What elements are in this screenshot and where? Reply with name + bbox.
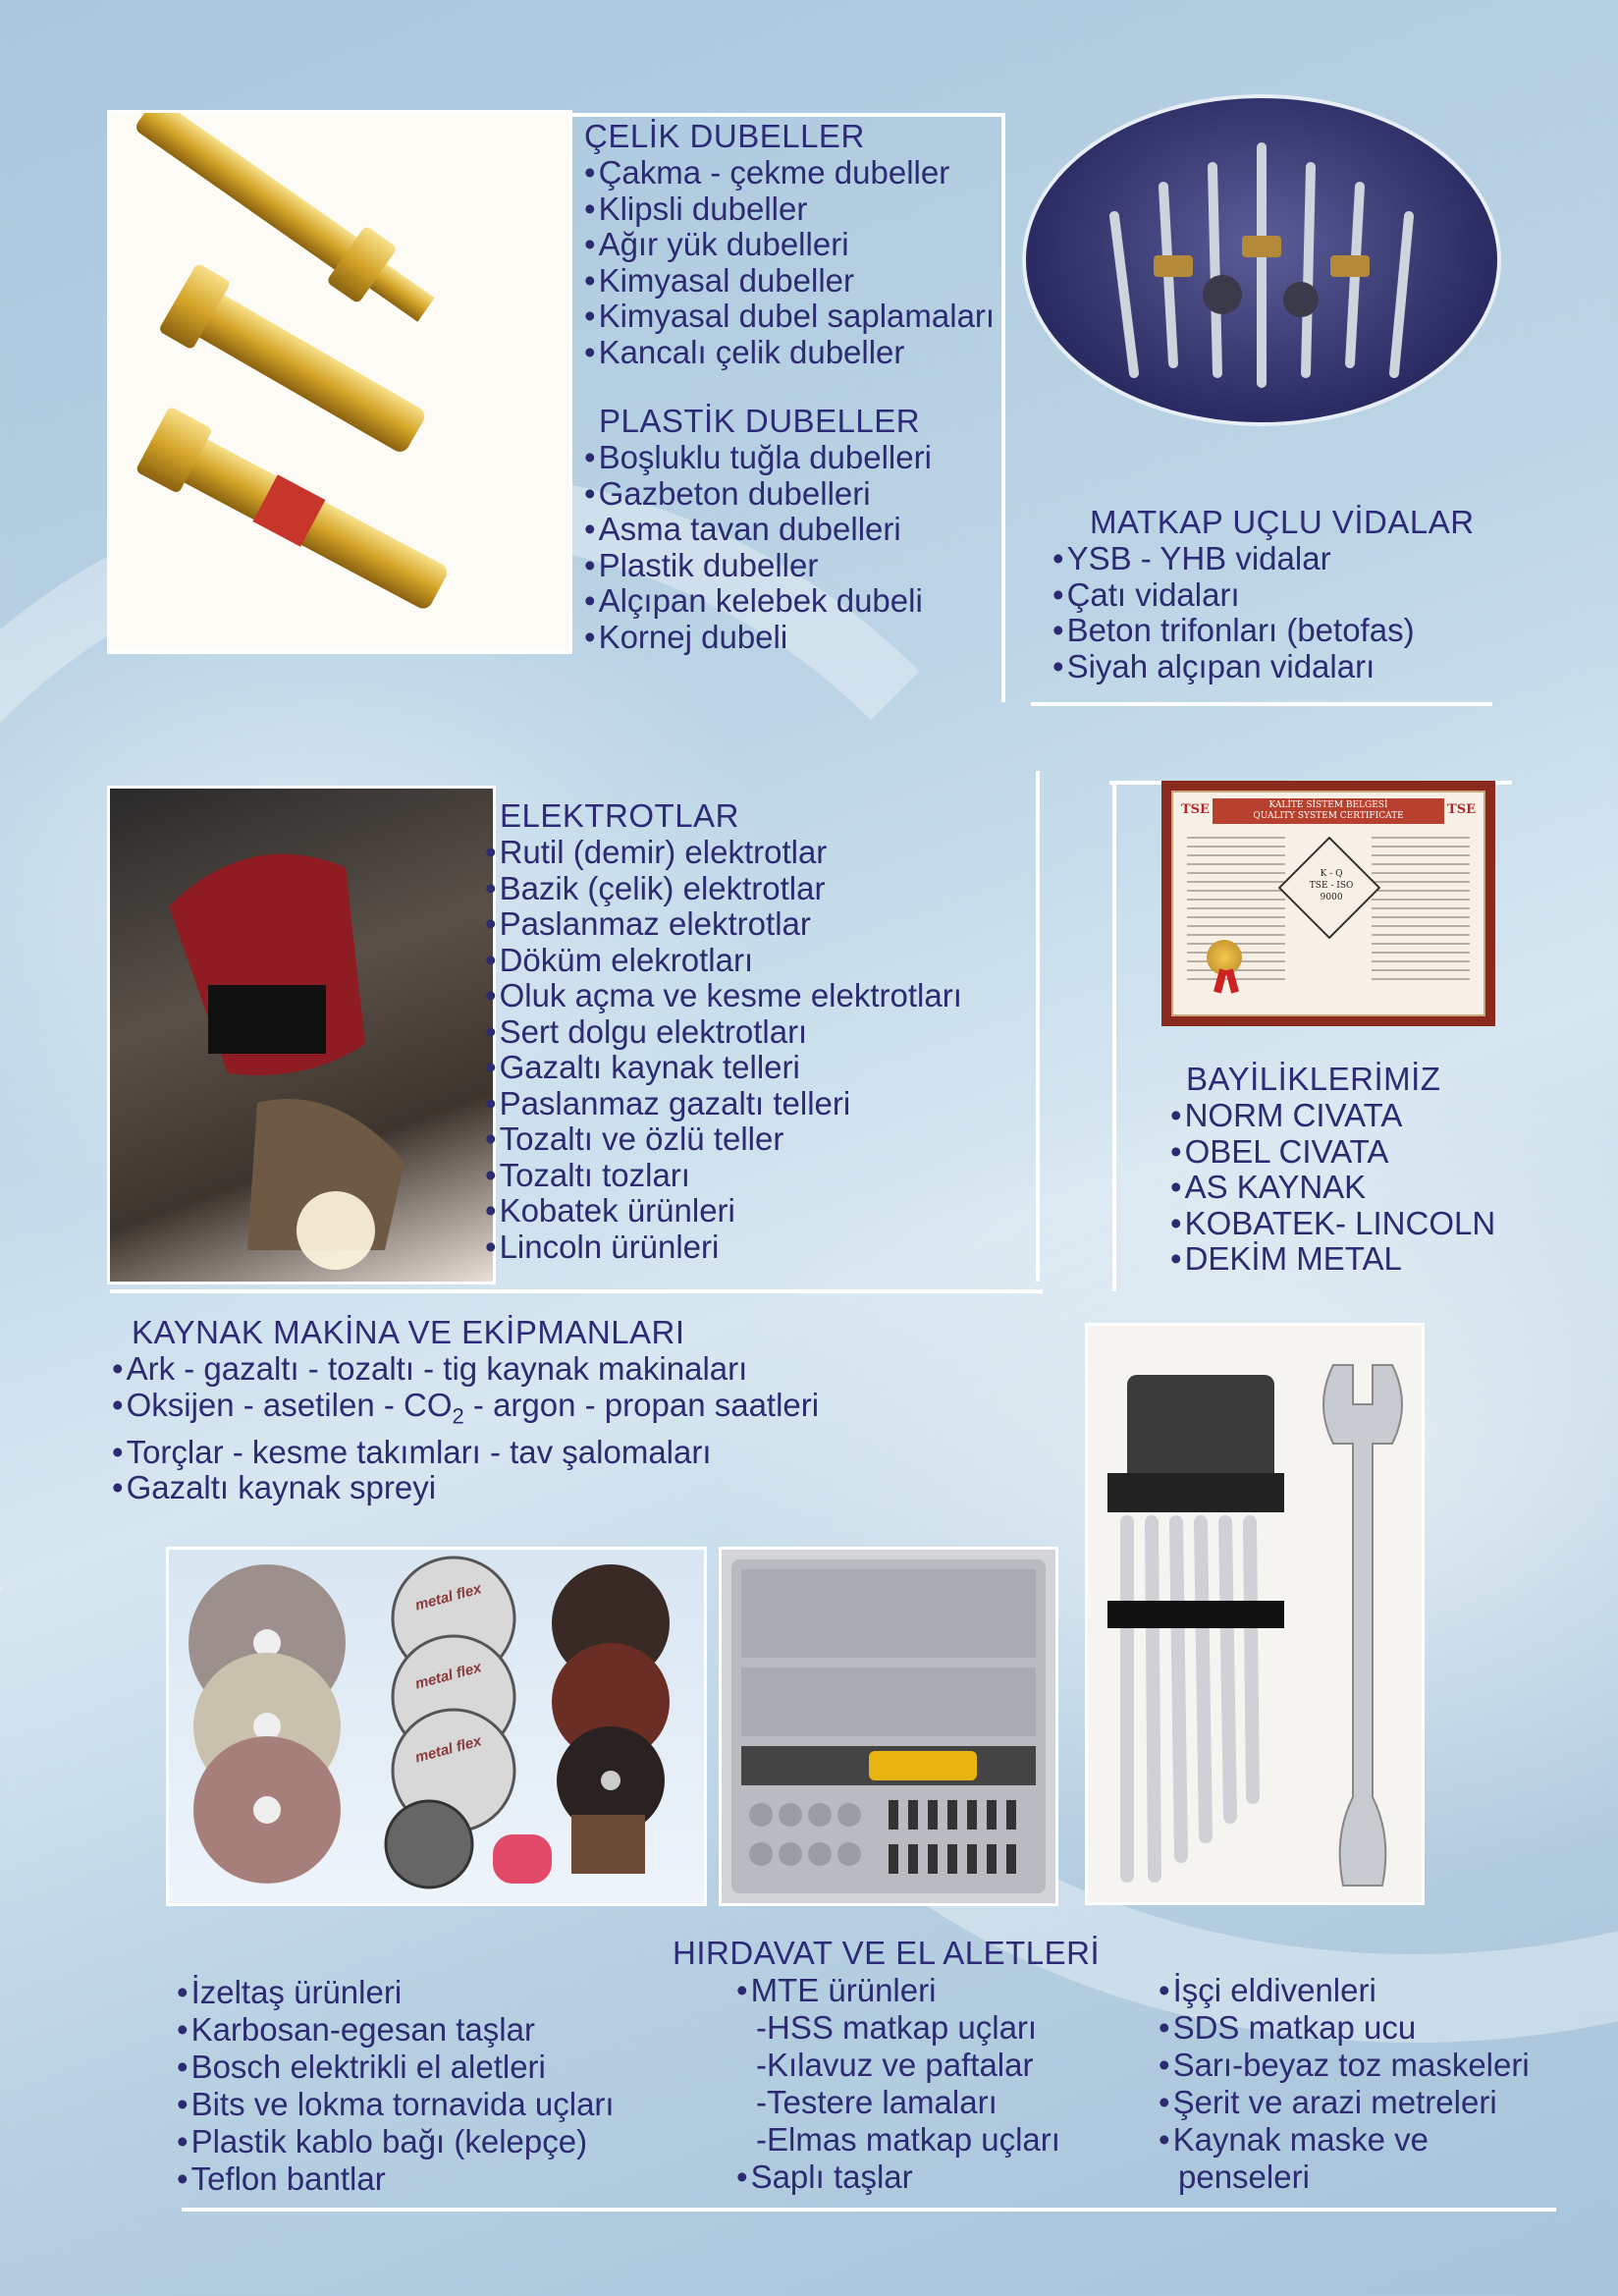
list-item: • Plastik dubeller [584,548,932,584]
divider-line [110,1289,1043,1293]
list-item: • Boşluklu tuğla dubelleri [584,440,932,476]
tse-logo-right: TSE [1447,802,1476,817]
section-title: ÇELİK DUBELLER [584,118,865,154]
section-title: ELEKTROTLAR [500,797,739,834]
iso-badge: K - Q TSE - ISO 9000 [1278,837,1381,940]
celik-dubeller-list [584,155,995,370]
divider-line [560,113,1001,117]
list-subitem: -Testere lamaları [756,2084,998,2120]
elektrotlar-section [485,797,962,1265]
disc-label: metal flex [412,1732,484,1767]
list-item: • SDS matkap ucu [1159,2009,1530,2047]
list-item: • Klipsli dubeller [584,191,995,228]
list-item: • Gazaltı kaynak spreyi [112,1470,819,1506]
wrenches-photo [1088,1326,1422,1902]
list-item: • Çatı vidaları [1052,577,1475,614]
list-item: • Şerit ve arazi metreleri [1159,2084,1530,2121]
list-item: • Gazbeton dubelleri [584,476,932,513]
disc-label: metal flex [412,1580,484,1614]
list-item: • Döküm elekrotları [485,943,962,979]
screws-photo [1026,98,1497,422]
list-item: • YSB - YHB vidalar [1052,541,1475,577]
list-item: • Kornej dubeli [584,620,932,656]
list-item: • OBEL CIVATA [1170,1134,1495,1171]
list-item: • Beton trifonları (betofas) [1052,613,1475,649]
kaynak-makina-list [112,1351,819,1506]
list-item: • İzeltaş ürünleri [177,1974,615,2011]
list-item: • Saplı taşlar [736,2159,1060,2196]
list-item: • Plastik kablo bağı (kelepçe) [177,2123,615,2160]
matkap-uclu-vidalar-list [1052,541,1475,684]
list-item: • Kimyasal dubeller [584,263,995,300]
list-item: • Gazaltı kaynak telleri [485,1050,962,1086]
list-item: • İşçi eldivenleri [1159,1972,1530,2009]
list-item: • Tozaltı ve özlü teller [485,1121,962,1158]
tse-logo-left: TSE [1181,802,1210,817]
list-item: • Kobatek ürünleri [485,1193,962,1230]
list-item: • Teflon bantlar [177,2160,615,2198]
section-title: PLASTİK DUBELLER [599,403,921,439]
abrasive-discs-photo [169,1550,704,1903]
section-title: BAYİLİKLERİMİZ [1186,1061,1441,1097]
kaynak-makina-section [112,1314,819,1506]
list-item: • Ağır yük dubelleri [584,227,995,263]
divider-line [1001,113,1005,702]
list-item: • Ark - gazaltı - tozaltı - tig kaynak makinaları [112,1351,819,1388]
list-subitem: -Kılavuz ve paftalar [756,2047,1034,2083]
list-item: • Kimyasal dubel saplamaları [584,299,995,335]
list-item: • Siyah alçıpan vidaları [1052,649,1475,685]
anchors-photo [110,113,569,651]
list-item: • Paslanmaz elektrotlar [485,906,962,943]
plastik-dubeller-list [584,440,932,655]
list-item: • Oluk açma ve kesme elektrotları [485,978,962,1014]
elektrotlar-list [485,835,962,1265]
list-item: • Çakma - çekme dubeller [584,155,995,191]
list-subitem: penseleri [1178,2159,1310,2195]
divider-line [1031,702,1492,706]
hirdavat-col-2 [736,1972,1060,2196]
list-item: • NORM CIVATA [1170,1098,1495,1134]
list-item: • Torçlar - kesme takımları - tav şalomaları [112,1435,819,1471]
list-item: • KOBATEK- LINCOLN [1170,1206,1495,1242]
list-item: • Kancalı çelik dubeller [584,335,995,371]
list-item: • Kaynak maske ve [1159,2121,1530,2159]
list-item: • Rutil (demir) elektrotlar [485,835,962,871]
hirdavat-col-3 [1159,1972,1530,2196]
list-subitem: -Elmas matkap uçları [756,2121,1060,2158]
list-subitem: -HSS matkap uçları [756,2009,1038,2046]
list-item: • Sarı-beyaz toz maskeleri [1159,2047,1530,2084]
plastik-dubeller-section [584,403,932,655]
list-item: • Tozaltı tozları [485,1158,962,1194]
section-title: MATKAP UÇLU VİDALAR [1090,504,1475,540]
quality-certificate [1161,781,1495,1026]
list-item: • Asma tavan dubelleri [584,512,932,548]
celik-dubeller-section [584,118,995,370]
list-item: • Karbosan-egesan taşlar [177,2011,615,2049]
divider-line [1112,781,1116,1291]
list-item: • Paslanmaz gazaltı telleri [485,1086,962,1122]
list-item: • MTE ürünleri [736,1972,1060,2009]
section-title: KAYNAK MAKİNA VE EKİPMANLARI [132,1314,685,1350]
hirdavat-col-1 [177,1974,615,2198]
list-item: • Bosch elektrikli el aletleri [177,2049,615,2086]
list-item: • AS KAYNAK [1170,1170,1495,1206]
list-item: • Bazik (çelik) elektrotlar [485,871,962,907]
list-item: • Sert dolgu elektrotları [485,1014,962,1051]
certificate-title-tr: KALİTE SİSTEM BELGESİ [1268,800,1388,810]
divider-line [182,2208,1556,2212]
list-item: • Oksijen - asetilen - $CO_2$ - argon - propan saatleri [112,1388,819,1435]
welding-photo [110,789,493,1282]
bayiliklerimiz-section [1170,1061,1495,1278]
divider-line [1036,771,1040,1282]
hirdavat-title: HIRDAVAT VE EL ALETLERİ [673,1935,1101,1971]
list-item: • Bits ve lokma tornavida uçları [177,2086,615,2123]
disc-label: metal flex [412,1659,484,1693]
toolkit-photo [722,1550,1055,1903]
list-item: • Lincoln ürünleri [485,1230,962,1266]
matkap-uclu-vidalar-section [1052,504,1475,684]
certificate-title-en: QUALITY SYSTEM CERTIFICATE [1253,811,1404,821]
list-item: • Alçıpan kelebek dubeli [584,583,932,620]
list-item: • DEKİM METAL [1170,1241,1495,1278]
bayiliklerimiz-list [1170,1098,1495,1278]
